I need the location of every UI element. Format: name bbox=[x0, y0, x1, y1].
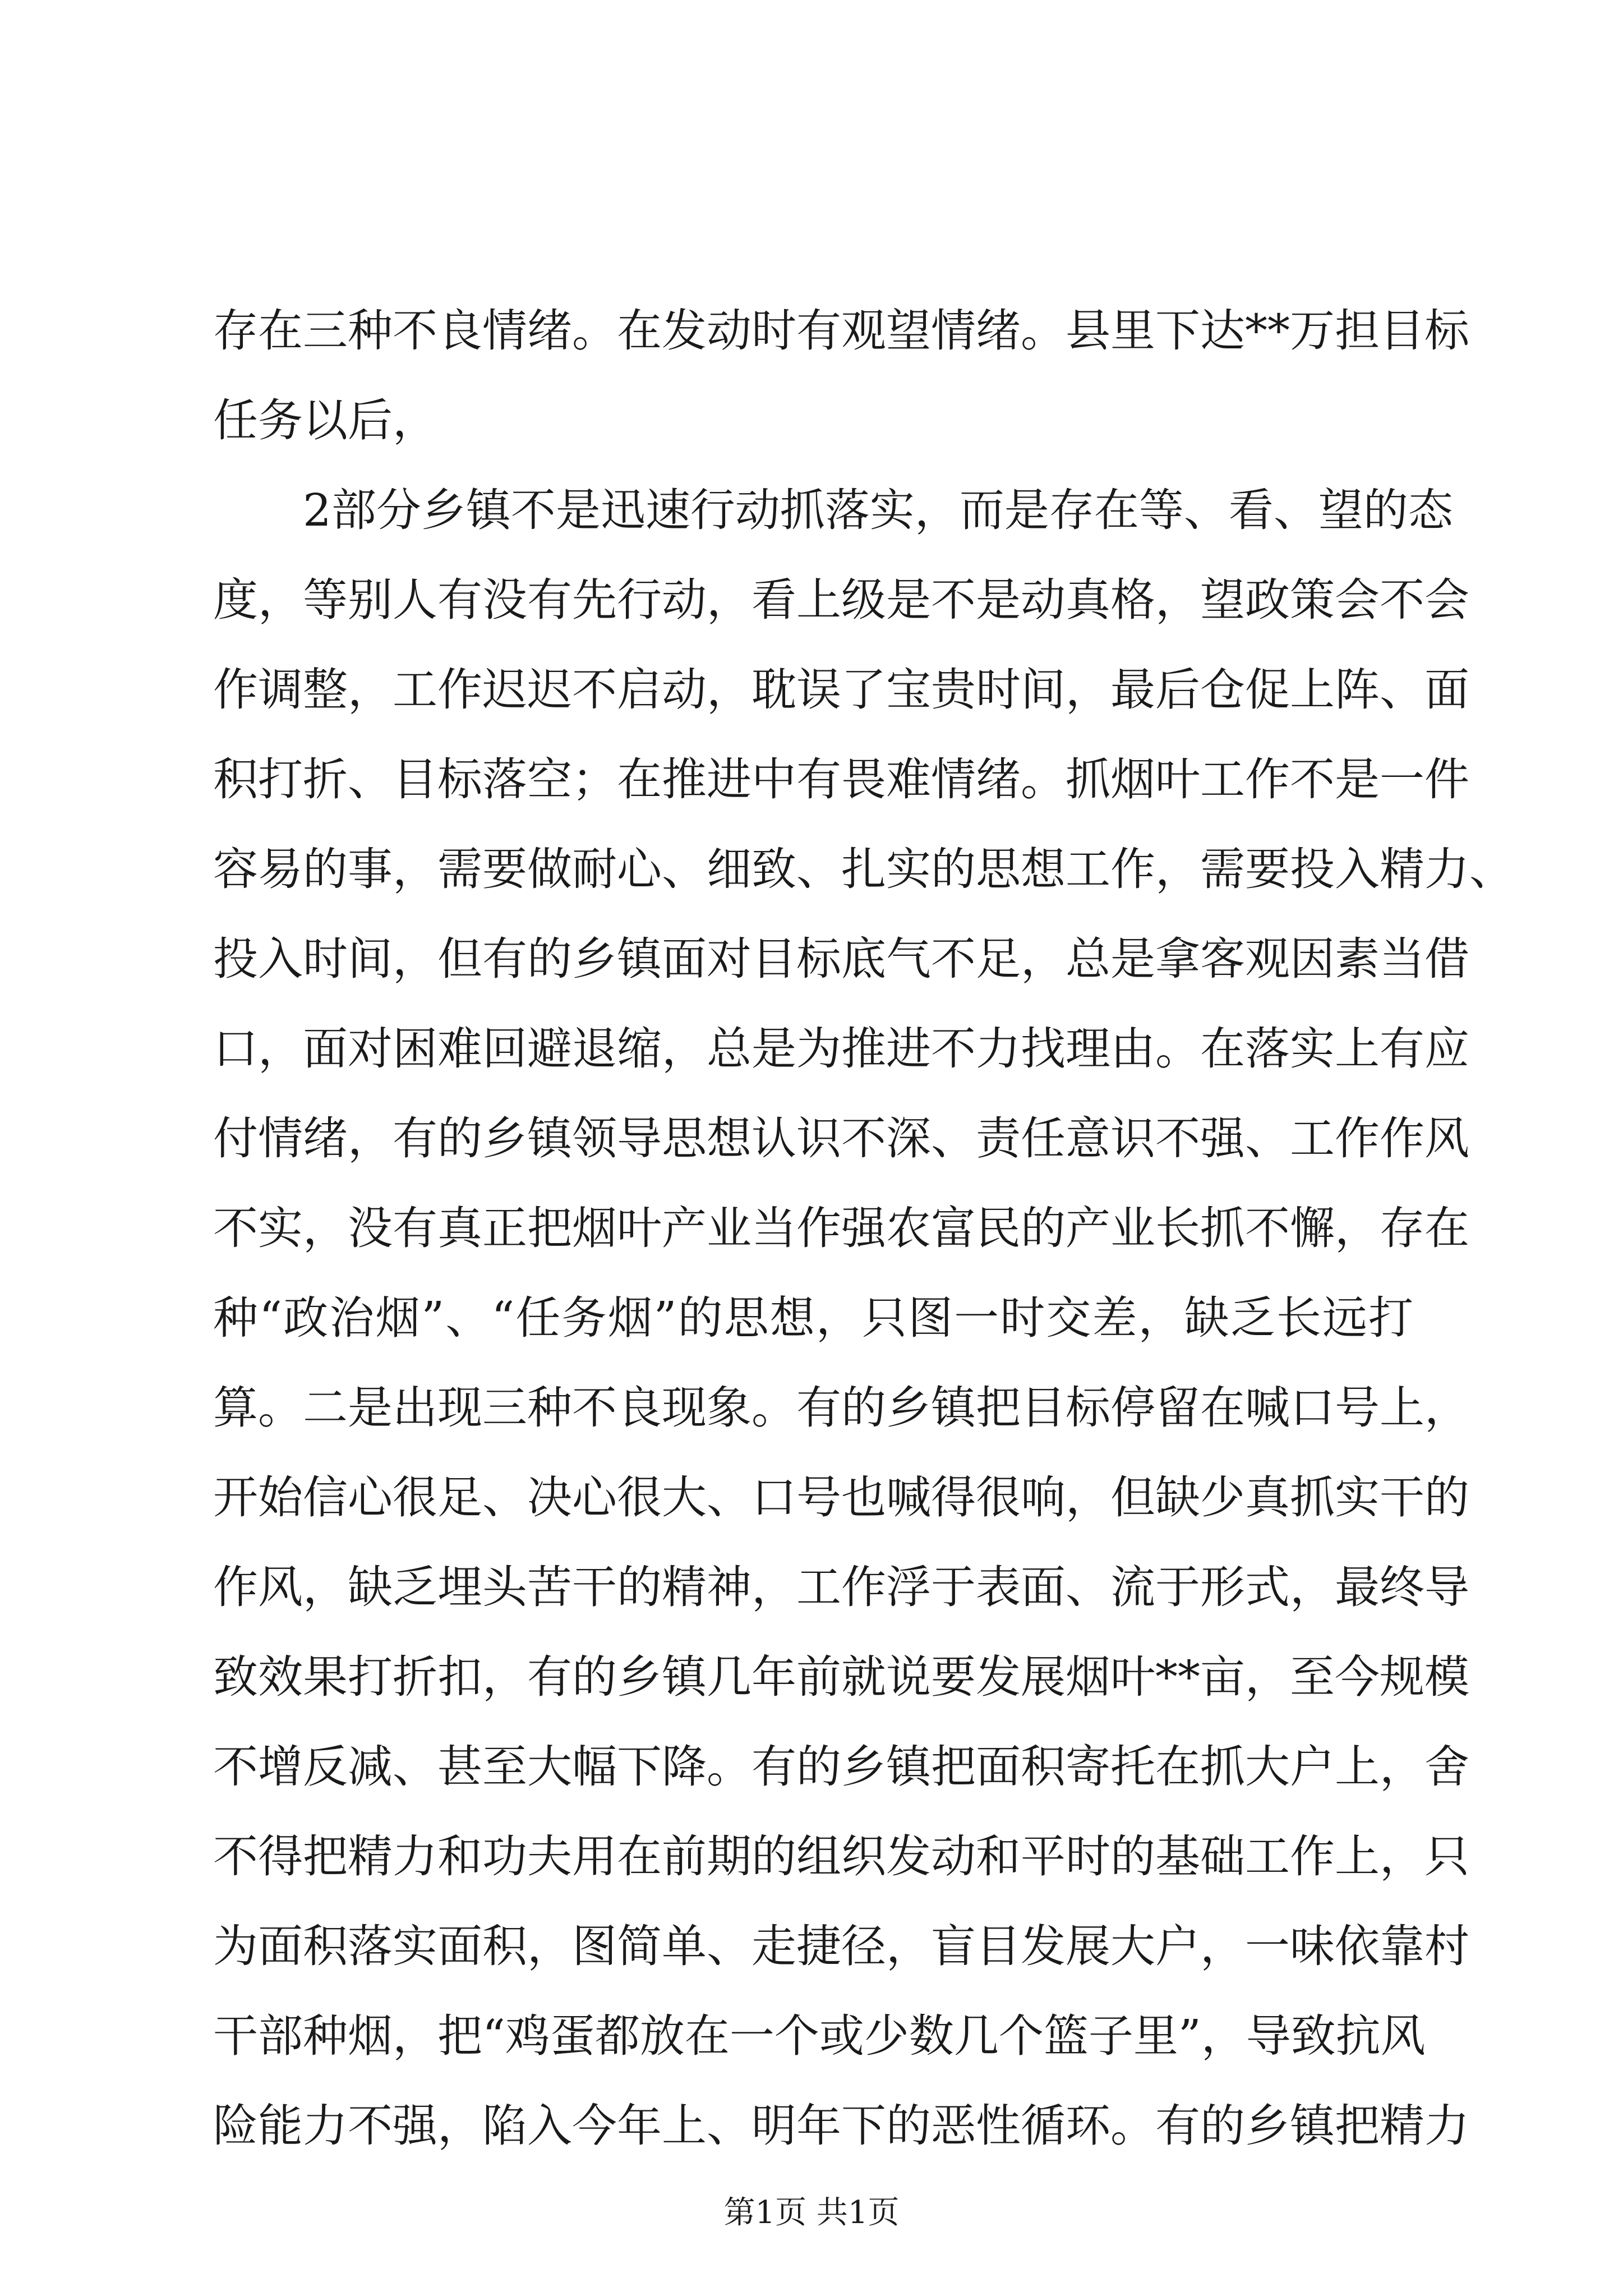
text-line: 容易的事，需要做耐心、细致、扎实的思想工作，需要投入精力、 bbox=[213, 843, 1514, 895]
page-footer: 第1页 共1页 bbox=[723, 2194, 900, 2231]
text-line: 种“政治烟”、“任务烟”的思想，只图一时交差，缺乏长远打 bbox=[213, 1292, 1413, 1344]
text-line: 存在三种不良情绪。在发动时有观望情绪。县里下达**万担目标 bbox=[213, 305, 1469, 357]
text-line: 作风，缺乏埋头苦干的精神，工作浮于表面、流于形式，最终导 bbox=[213, 1561, 1469, 1613]
text-line: 任务以后， bbox=[213, 394, 437, 447]
text-line: 2部分乡镇不是迅速行动抓落实，而是存在等、看、望的态 bbox=[303, 484, 1453, 536]
text-line: 致效果打折扣，有的乡镇几年前就说要发展烟叶**亩，至今规模 bbox=[213, 1651, 1469, 1703]
text-line: 积打折、目标落空；在推进中有畏难情绪。抓烟叶工作不是一件 bbox=[213, 753, 1469, 806]
text-line: 险能力不强，陷入今年上、明年下的恶性循环。有的乡镇把精力 bbox=[213, 2100, 1469, 2152]
text-line: 付情绪，有的乡镇领导思想认识不深、责任意识不强、工作作风 bbox=[213, 1112, 1469, 1165]
text-line: 算。二是出现三种不良现象。有的乡镇把目标停留在喊口号上， bbox=[213, 1382, 1469, 1434]
text-line: 度，等别人有没有先行动，看上级是不是动真格，望政策会不会 bbox=[213, 574, 1469, 626]
text-line: 为面积落实面积，图简单、走捷径，盲目发展大户，一味依靠村 bbox=[213, 1920, 1469, 1972]
text-line: 作调整，工作迟迟不启动，耽误了宝贵时间，最后仓促上阵、面 bbox=[213, 664, 1469, 716]
text-line: 不增反减、甚至大幅下降。有的乡镇把面积寄托在抓大户上，舍 bbox=[213, 1741, 1469, 1793]
text-line: 开始信心很足、决心很大、口号也喊得很响，但缺少真抓实干的 bbox=[213, 1471, 1469, 1524]
text-line: 不实，没有真正把烟叶产业当作强农富民的产业长抓不懈，存在 bbox=[213, 1202, 1469, 1254]
text-line: 不得把精力和功夫用在前期的组织发动和平时的基础工作上，只 bbox=[213, 1830, 1469, 1883]
text-line: 投入时间，但有的乡镇面对目标底气不足，总是拿客观因素当借 bbox=[213, 933, 1469, 985]
text-line: 干部种烟，把“鸡蛋都放在一个或少数几个篮子里”，导致抗风 bbox=[213, 2010, 1426, 2062]
text-line: 口，面对困难回避退缩，总是为推进不力找理由。在落实上有应 bbox=[213, 1023, 1469, 1075]
